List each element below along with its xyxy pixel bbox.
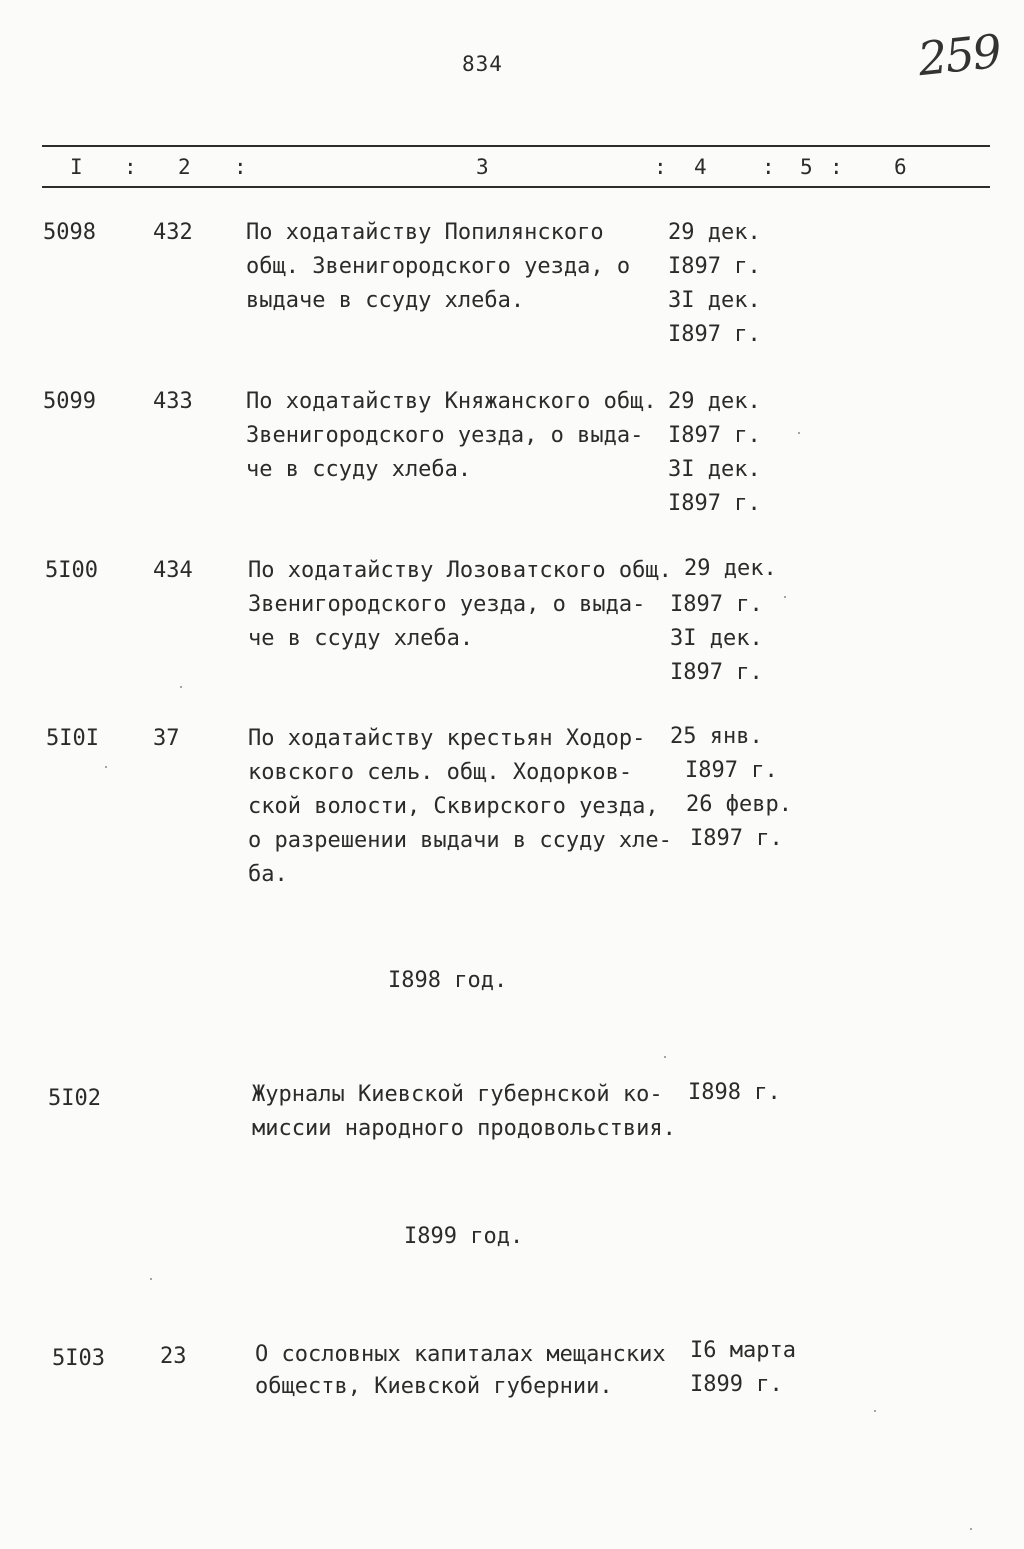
header-col-1: I (70, 155, 83, 179)
section-heading-1899: I899 год. (404, 1224, 524, 1249)
entry-date-line: 26 февр. (686, 792, 792, 817)
dust-speck (664, 1056, 666, 1058)
entry-title-line: Звенигородского уезда, о выда- (246, 423, 644, 448)
entry-original-number: 37 (153, 726, 180, 751)
entry-date-line: 29 дек. (668, 220, 761, 245)
entry-title-line: выдаче в ссуду хлеба. (246, 288, 525, 313)
entry-date-line: I897 г. (685, 758, 778, 783)
dust-speck (784, 596, 786, 598)
header-separator: : (234, 155, 247, 179)
entry-original-number: 434 (153, 558, 193, 583)
entry-original-number: 432 (153, 220, 193, 245)
header-separator: : (124, 155, 137, 179)
entry-number: 5I00 (45, 558, 98, 583)
header-separator: : (830, 155, 843, 179)
entry-title-line: По ходатайству Попилянского (246, 220, 604, 245)
entry-title-line: че в ссуду хлеба. (246, 457, 472, 482)
entry-date-line: I897 г. (668, 322, 761, 347)
entry-number: 5I0I (46, 726, 99, 751)
dust-speck (874, 1410, 876, 1412)
entry-title-line: По ходатайству Княжанского общ. (246, 389, 657, 414)
section-heading-1898: I898 год. (388, 968, 508, 993)
entry-date-line: 29 дек. (668, 389, 761, 414)
entry-title-line: Звенигородского уезда, о выда- (248, 592, 646, 617)
entry-date-line: I897 г. (668, 254, 761, 279)
entry-original-number: 23 (160, 1344, 187, 1369)
entry-date-line: I897 г. (670, 592, 763, 617)
header-rule-top (42, 145, 990, 147)
header-separator: : (654, 155, 667, 179)
entry-original-number: 433 (153, 389, 193, 414)
entry-number: 5099 (43, 389, 96, 414)
entry-date-line: I897 г. (670, 660, 763, 685)
entry-date-line: I898 г. (688, 1080, 781, 1105)
entry-title-line: ской волости, Сквирского уезда, (248, 794, 659, 819)
header-col-3: 3 (476, 155, 489, 179)
header-rule-bottom (42, 186, 990, 188)
entry-title-line: ба. (248, 862, 288, 887)
entry-date-line: 25 янв. (670, 724, 763, 749)
dust-speck (150, 1278, 152, 1280)
entry-number: 5I02 (48, 1086, 101, 1111)
entry-date-line: 3I дек. (668, 288, 761, 313)
entry-date-line: 3I дек. (668, 457, 761, 482)
entry-title-line: обществ, Киевской губернии. (255, 1374, 613, 1399)
entry-title-line: Журналы Киевской губернской ко- (252, 1082, 663, 1107)
header-col-2: 2 (178, 155, 191, 179)
entry-date-line: I897 г. (668, 491, 761, 516)
handwritten-sheet-number: 259 (915, 23, 1003, 87)
entry-date-line: I897 г. (690, 826, 783, 851)
entry-title-line: миссии народного продовольствия. (252, 1116, 676, 1141)
entry-date-line: I897 г. (668, 423, 761, 448)
entry-title-line: По ходатайству Лозоватского общ. (248, 558, 672, 583)
entry-date-line: 3I дек. (670, 626, 763, 651)
header-col-6: 6 (894, 155, 907, 179)
entry-title-line: По ходатайству крестьян Ходор- (248, 726, 646, 751)
entry-number: 5I03 (52, 1346, 105, 1371)
header-separator: : (762, 155, 775, 179)
entry-title-line: общ. Звенигородского уезда, о (246, 254, 631, 279)
entry-title-line: О сословных капиталах мещанских (255, 1342, 666, 1367)
dust-speck (798, 432, 800, 434)
header-col-5: 5 (800, 155, 813, 179)
header-col-4: 4 (694, 155, 707, 179)
dust-speck (105, 766, 107, 768)
entry-title-line: ковского сель. общ. Ходорков- (248, 760, 633, 785)
entry-title-line: че в ссуду хлеба. (248, 626, 474, 651)
entry-date-line: 29 дек. (684, 556, 777, 581)
dust-speck (180, 686, 182, 688)
entry-date-line: I6 марта (690, 1338, 796, 1363)
page-number: 834 (462, 52, 503, 76)
entry-number: 5098 (43, 220, 96, 245)
dust-speck (970, 1528, 972, 1530)
entry-title-line: о разрешении выдачи в ссуду хле- (248, 828, 672, 853)
entry-date-line: I899 г. (690, 1372, 783, 1397)
